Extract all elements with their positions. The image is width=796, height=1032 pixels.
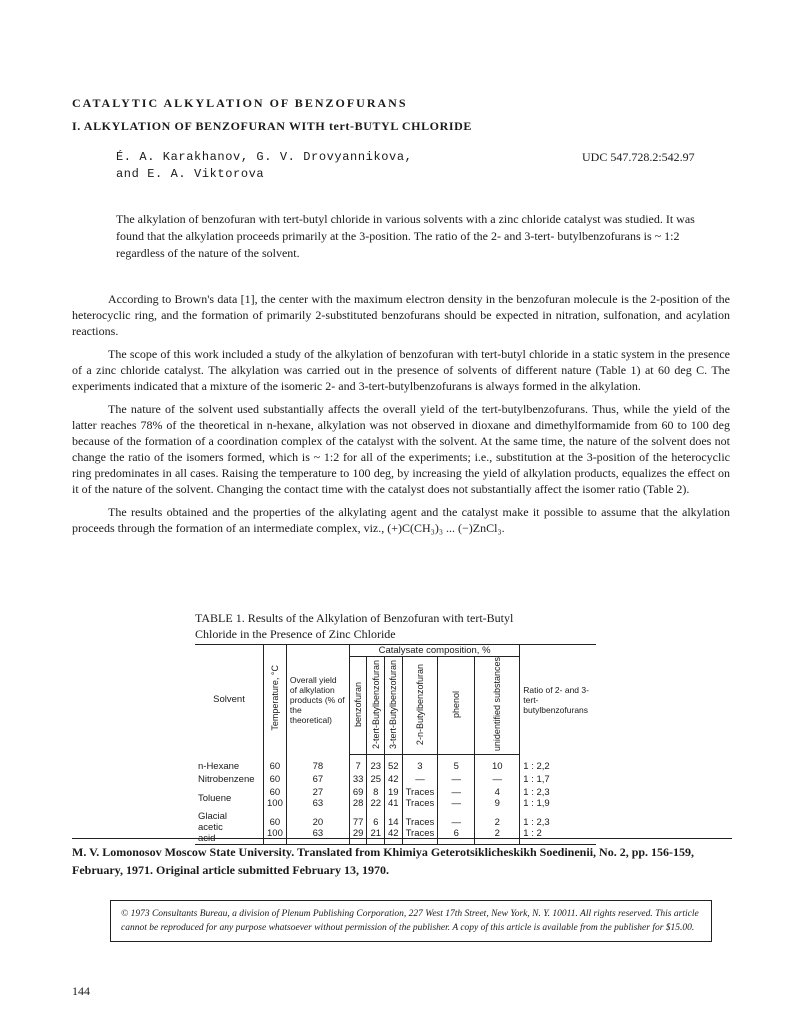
table-cell-yield: 20 63 <box>286 809 349 845</box>
table-body <box>195 755 596 845</box>
table-row <box>195 755 596 773</box>
header-ratio: Ratio of 2- and 3-tert-butylbenzofurans <box>523 684 589 715</box>
table-row <box>195 785 596 809</box>
table-cell-ph: — — <box>438 785 475 809</box>
table-cell-temp: 60 <box>264 772 287 785</box>
table-cell-yield: 27 63 <box>286 785 349 809</box>
header-solvent: Solvent <box>195 645 264 755</box>
header-2-tert-butylbenzofuran: 2-tert-Butylbenzofuran <box>367 657 385 755</box>
table-cell-t3: 42 <box>385 772 403 785</box>
header-3-tert-butylbenzofuran: 3-tert-Butylbenzofuran <box>385 657 403 755</box>
table-cell-t2: 25 <box>367 772 385 785</box>
paragraph-2: The scope of this work included a study of the alkylation of benzofuran with tert-butyl chloride in a static system in the presence of a zinc chloride catalyst. The alkylation was carried out in the presence of solvents of different nature (Table 1) at 60 deg C. The experiments indicated that a mixture of the isomeric 2- and 3-tert-butylbenzofurans is always formed in the alkylation. <box>72 347 730 393</box>
udc-code: UDC 547.728.2:542.97 <box>582 150 695 164</box>
title-line-1: CATALYTIC ALKYLATION OF BENZOFURANS <box>72 96 408 110</box>
table-cell-n2: — <box>402 772 438 785</box>
table-cell-bf: 7 <box>349 755 367 773</box>
header-catalysate: Catalysate composition, % <box>349 645 519 657</box>
table-cell-ph: 5 <box>438 755 475 773</box>
page-number: 144 <box>72 984 90 998</box>
table-cell-n2: 3 <box>402 755 438 773</box>
table-cell-n2: Traces Traces <box>402 809 438 845</box>
body-text <box>72 291 730 543</box>
table-cell-un: 10 <box>475 755 520 773</box>
top-rule <box>72 838 732 839</box>
table-caption: TABLE 1. Results of the Alkylation of Benzofuran with tert-Butyl Chloride in the Presence of Zinc Chloride <box>195 611 514 641</box>
table-cell-temp: 60 100 <box>264 809 287 845</box>
header-overall-yield: Overall yield of alkylation products (% of the theoretical) <box>286 645 349 755</box>
table-cell-ph: — 6 <box>438 809 475 845</box>
header-benzofuran: benzofuran <box>349 657 367 755</box>
paragraph-3: The nature of the solvent used substantially affects the overall yield of the tert-butylbenzofurans. Thus, while the yield of the latter reaches 78% of the theoretical in n-hexane, alkylation was not observed in dioxane and dimethylformamide from 60 to 100 deg because of the formation of a coordination complex of the catalyst with the solvent. At the same time, the nature of the solvent does not change the ratio of the isomers formed, which is ~ 1:2 for all of the experiments; i.e., substitution at the 3-position of the heterocyclic ring predominates in all cases. Raising the temperature to 100 deg, by increasing the yield of alkylation products, equalizes the effect on it of the nature of the solvent. Changing the contact time with the catalyst does not substantially affect the isomer ratio (Table 2). <box>72 402 730 496</box>
paragraph-1: According to Brown's data [1], the center with the maximum electron density in the benzofuran molecule is the 2-position of the heterocyclic ring, and the formation of primarily 2-substituted benzofurans should be expected in nitration, sulfonation, and acylation reactions. <box>72 292 730 338</box>
paragraph-4-text: The results obtained and the properties of the alkylating agent and the catalyst make it possible to assume that the alkylation proceeds through the formation of an intermediate complex, viz., <box>72 505 730 535</box>
table-cell-solvent: n-Hexane <box>195 755 264 773</box>
table-cell-t2: 23 <box>367 755 385 773</box>
table-row <box>195 809 596 845</box>
table-cell-t2: 8 22 <box>367 785 385 809</box>
authors-line-2: and E. A. Viktorova <box>116 167 265 181</box>
table-cell-t3: 19 41 <box>385 785 403 809</box>
table-cell-solvent: Nitrobenzene <box>195 772 264 785</box>
table-cell-solvent: Toluene <box>195 785 264 809</box>
table-cell-n2: Traces Traces <box>402 785 438 809</box>
table-cell-un: 4 9 <box>475 785 520 809</box>
table-cell-bf: 69 28 <box>349 785 367 809</box>
paragraph-4 <box>72 504 730 536</box>
table-cell-temp: 60 <box>264 755 287 773</box>
table-cell-ph: — <box>438 772 475 785</box>
affiliation-note: M. V. Lomonosov Moscow State University. Translated from Khimiya Geterotsiklicheskikh Soedinenii, No. 2, pp. 156-159, February, 1971. Original article submitted February 13, 1970. <box>72 845 695 877</box>
header-temperature: Temperature, °C <box>264 645 287 755</box>
table-cell-t3: 52 <box>385 755 403 773</box>
table-cell-t3: 14 42 <box>385 809 403 845</box>
header-unidentified: unidentified substances <box>475 657 520 755</box>
table-cell-yield: 67 <box>286 772 349 785</box>
table-cell-bf: 33 <box>349 772 367 785</box>
table-cell-un: 2 2 <box>475 809 520 845</box>
title-line-2: I. ALKYLATION OF BENZOFURAN WITH tert-BUTYL CHLORIDE <box>72 119 473 133</box>
table-cell-ratio: 1 : 1,7 <box>523 774 550 786</box>
results-table <box>195 644 596 845</box>
table-cell-un: — <box>475 772 520 785</box>
complex-formula: (+)C(CH₃)₃ ... (−)ZnCl₃. <box>387 521 505 535</box>
table-cell-solvent: Glacial acetic acid <box>195 809 264 845</box>
copyright-box: © 1973 Consultants Bureau, a division of Plenum Publishing Corporation, 227 West 17th Street, New York, N. Y. 10011. All rights reserved. This article cannot be reproduced for any purpose whatsoever without permission of the publisher. A copy of this article is available from the publisher for $15.00. <box>110 900 712 942</box>
table-cell-ratio: 1 : 2,3 1 : 2 <box>520 809 597 845</box>
table-cell-bf: 77 29 <box>349 809 367 845</box>
table-cell-ratio: 1 : 2,2 <box>523 760 550 772</box>
table-cell-t2: 6 21 <box>367 809 385 845</box>
table-cell-ratio: 1 : 2,3 1 : 1,9 <box>523 787 550 810</box>
header-phenol: phenol <box>438 657 475 755</box>
authors <box>116 149 412 183</box>
table-row <box>195 772 596 785</box>
table-cell-temp: 60 100 <box>264 785 287 809</box>
abstract: The alkylation of benzofuran with tert-butyl chloride in various solvents with a zinc chloride catalyst was studied. It was found that the alkylation proceeds primarily at the 3-position. The ratio of the 2- and 3-tert- butylbenzofurans is ~ 1:2 regardless of the nature of the solvent. <box>116 212 695 260</box>
authors-line-1: É. A. Karakhanov, G. V. Drovyannikova, <box>116 150 413 164</box>
table-cell-yield: 78 <box>286 755 349 773</box>
header-2-n-butylbenzofuran: 2-n-Butylbenzofuran <box>402 657 438 755</box>
